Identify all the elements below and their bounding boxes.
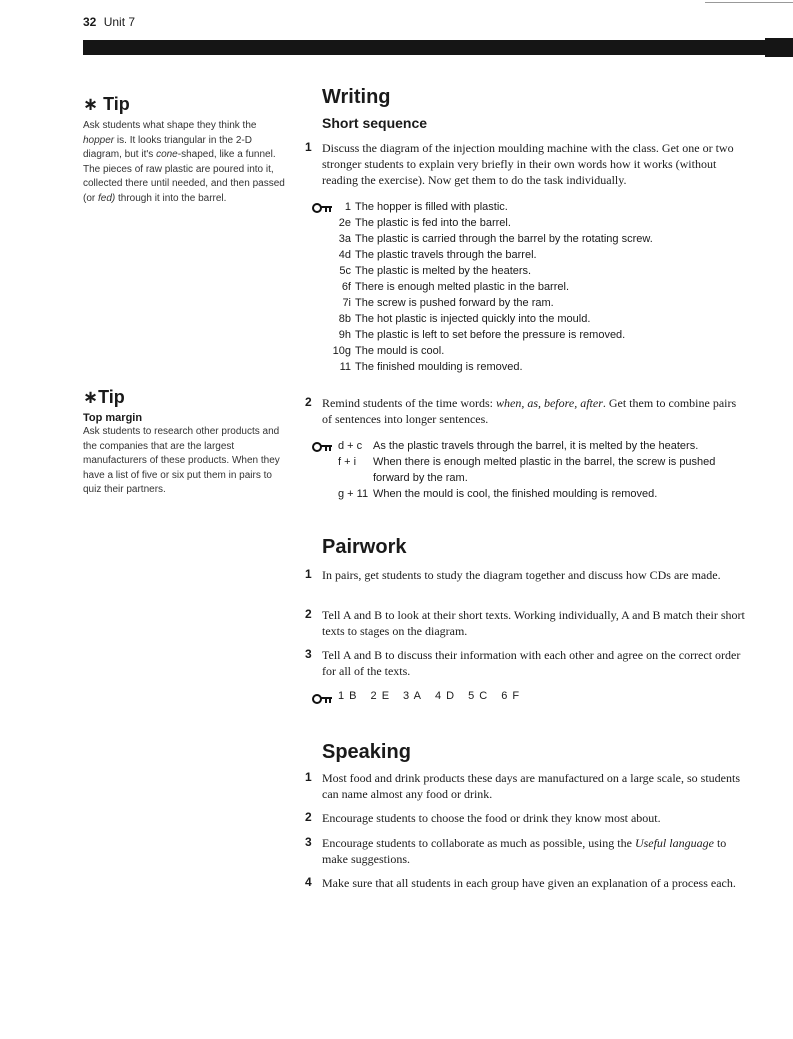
- tip-body: Ask students to research other products and the companies that are the largest manufacturers of these products. When they have a list of five or six put them in pairs to quiz their partners.: [83, 426, 280, 496]
- tip-body: Ask students what shape they think the hopper is. It looks triangular in the 2-D diagram, but it's cone-shaped, like a funnel. The pieces of raw plastic are poured into it, collected there until needed, and then passed (or fed) through it into the barrel.: [83, 120, 285, 204]
- answer-code: 4d: [338, 249, 351, 261]
- pairwork-item: [305, 647, 745, 679]
- unit-label: Unit 7: [103, 15, 136, 29]
- answer-text: The plastic is carried through the barrel by the rotating screw.: [355, 233, 653, 245]
- answer-text: The screw is pushed forward by the ram.: [355, 297, 554, 309]
- item-text: Tell A and B to look at their short texts. Working individually, A and B match their short texts to stages on the diagram.: [322, 608, 745, 638]
- item-text: In pairs, get students to study the diagram together and discuss how CDs are made.: [322, 568, 721, 582]
- pairwork-item: [305, 567, 745, 583]
- item-text: Remind students of the time words: when, as, before, after. Get them to combine pairs of sentences into longer sentences.: [322, 396, 737, 426]
- answer-code: 9h: [338, 329, 351, 341]
- subhead-short-sequence: Short sequence: [322, 115, 428, 131]
- answer-code: 2e: [338, 217, 351, 229]
- answer-code: 7i: [342, 297, 351, 309]
- top-rule: [705, 2, 793, 3]
- item-text: Make sure that all students in each group have given an explanation of a process each.: [322, 876, 736, 890]
- item-number: 3: [305, 647, 312, 661]
- pairwork-answer: 6 F: [501, 690, 521, 702]
- answer-code: 11: [339, 361, 351, 373]
- item-number: 2: [305, 395, 312, 409]
- pairwork-item: [305, 607, 745, 639]
- answer-text: The hopper is filled with plastic.: [355, 201, 508, 213]
- answer-code: 8b: [338, 313, 351, 325]
- item-text: Tell A and B to discuss their information with each other and agree on the correct order for all of the texts.: [322, 648, 741, 678]
- page-number: 32: [83, 15, 97, 29]
- speaking-item: [305, 770, 745, 802]
- item-text: Encourage students to collaborate as much as possible, using the Useful language to make suggestions.: [322, 836, 727, 866]
- answer-key-icon: [312, 693, 340, 705]
- answer-text: As the plastic travels through the barrel, it is melted by the heaters.: [373, 440, 699, 452]
- item-text: Encourage students to choose the food or drink they know most about.: [322, 811, 661, 825]
- tip-box-hopper: [83, 94, 288, 207]
- answer-text: When the mould is cool, the finished moulding is removed.: [373, 488, 658, 500]
- section-title-speaking: Speaking: [322, 741, 411, 763]
- running-header: [83, 15, 135, 29]
- tip-subtitle: Top margin: [83, 412, 143, 424]
- answer-code: 5c: [339, 265, 351, 277]
- answer-text: When there is enough melted plastic in the barrel, the screw is pushed forward by the ram.: [373, 456, 716, 484]
- answer-text: The plastic is fed into the barrel.: [355, 217, 511, 229]
- item-number: 4: [305, 875, 312, 889]
- answer-code: d + c: [338, 440, 363, 452]
- pairwork-answer: 2 E: [370, 690, 391, 702]
- answer-text: The finished moulding is removed.: [355, 361, 523, 373]
- answer-code: 3a: [338, 233, 351, 245]
- pairwork-answer: 3 A: [403, 690, 422, 702]
- answer-text: The plastic is left to set before the pressure is removed.: [355, 329, 626, 341]
- answer-code: f + i: [338, 456, 357, 468]
- writing-item-1: [305, 140, 745, 188]
- speaking-item: [305, 835, 745, 867]
- pairwork-answer: 5 C: [468, 690, 489, 702]
- item-number: 2: [305, 810, 312, 824]
- item-text: Discuss the diagram of the injection moulding machine with the class. Get one or two stronger students to explain very briefly in their own words how it works (without reading the exercise). Now get them to do the task individually.: [322, 141, 734, 187]
- answer-text: The hot plastic is injected quickly into the mould.: [355, 313, 591, 325]
- tip-title: ∗Tip: [83, 387, 125, 407]
- item-number: 1: [305, 140, 312, 154]
- writing-item-2: [305, 395, 745, 427]
- answer-text: The plastic travels through the barrel.: [355, 249, 537, 261]
- pairwork-answers: [338, 690, 533, 702]
- item-number: 1: [305, 567, 312, 581]
- item-text: Most food and drink products these days are manufactured on a large scale, so students can name almost any food or drink.: [322, 771, 740, 801]
- item-number: 2: [305, 607, 312, 621]
- item-number: 1: [305, 770, 312, 784]
- answer-text: There is enough melted plastic in the barrel.: [355, 281, 570, 293]
- answer-code: 10g: [332, 345, 351, 357]
- speaking-item: [305, 875, 745, 891]
- answer-text: The plastic is melted by the heaters.: [355, 265, 532, 277]
- section-title-pairwork: Pairwork: [322, 536, 407, 558]
- tip-title: ∗ Tip: [83, 94, 130, 114]
- pairwork-answer: 1 B: [338, 690, 358, 702]
- tip-box-top-margin: [83, 387, 288, 498]
- pairwork-answer: 4 D: [434, 690, 456, 702]
- answer-text: The mould is cool.: [355, 345, 445, 357]
- answer-code: g + 11: [338, 488, 369, 500]
- item-number: 3: [305, 835, 312, 849]
- speaking-item: [305, 810, 745, 826]
- answer-code: 6f: [341, 281, 351, 293]
- header-bar-tab: [765, 38, 793, 57]
- header-bar: [83, 40, 768, 55]
- answer-code: 1: [344, 201, 351, 213]
- section-title-writing: Writing: [322, 86, 391, 108]
- answer-key-icon: [312, 441, 340, 453]
